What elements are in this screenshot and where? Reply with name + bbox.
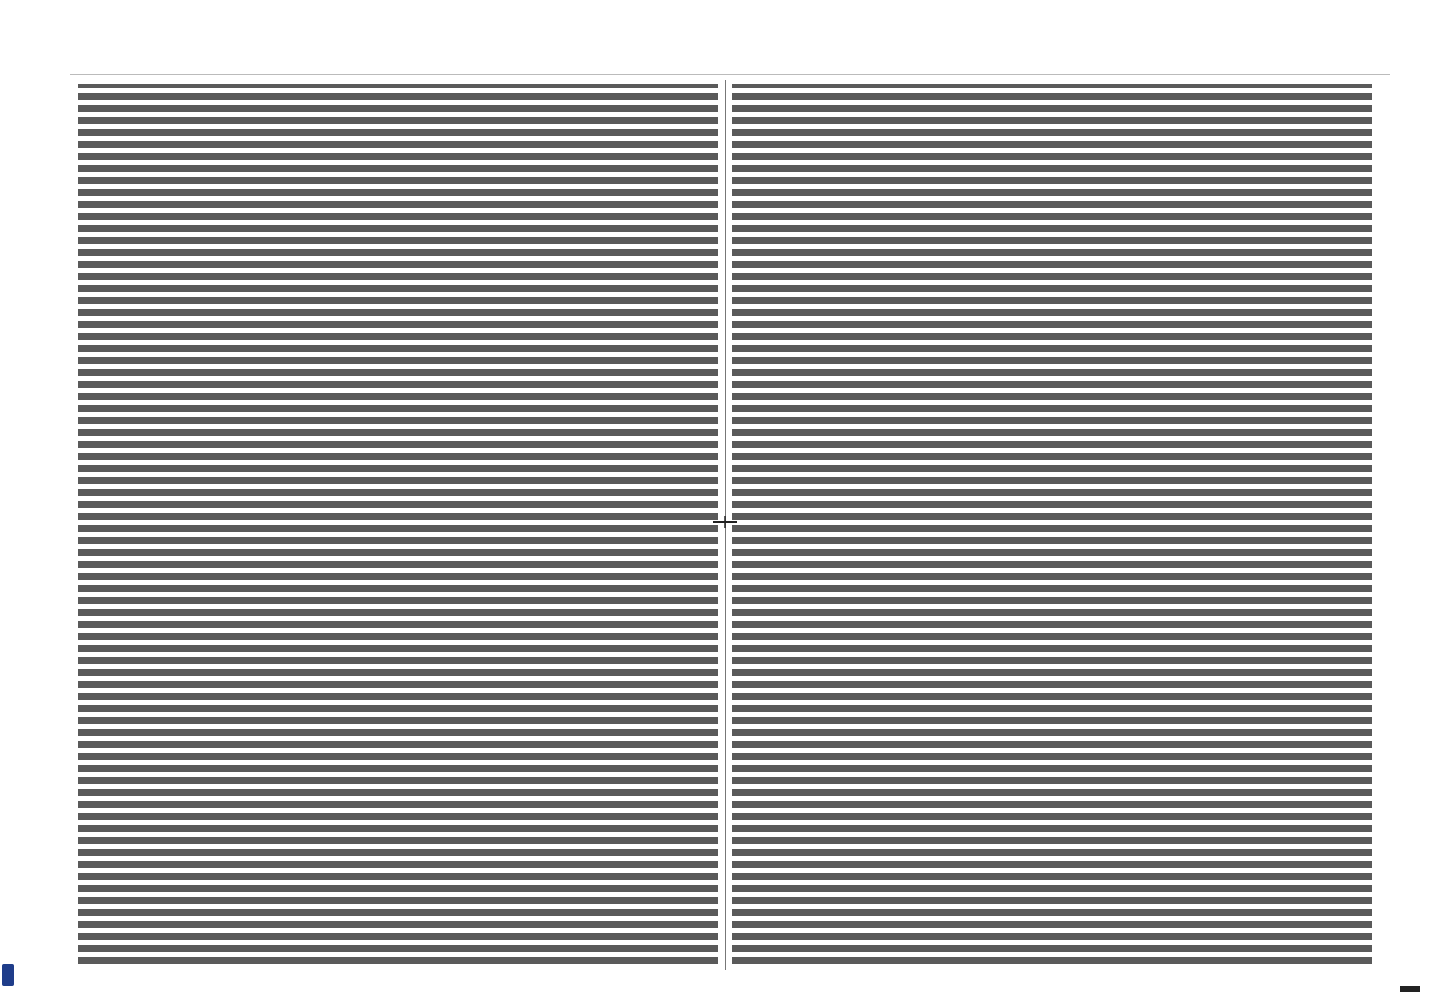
dfg-logo-icon <box>2 964 14 986</box>
text-lines-left <box>78 84 718 964</box>
text-lines-right <box>732 84 1372 964</box>
text-column-right <box>732 84 1372 964</box>
scan-edge-mark <box>1400 986 1420 992</box>
running-head-title <box>560 44 1080 70</box>
digitization-note <box>0 600 16 990</box>
page-number <box>92 42 110 82</box>
text-column-left <box>78 84 718 964</box>
